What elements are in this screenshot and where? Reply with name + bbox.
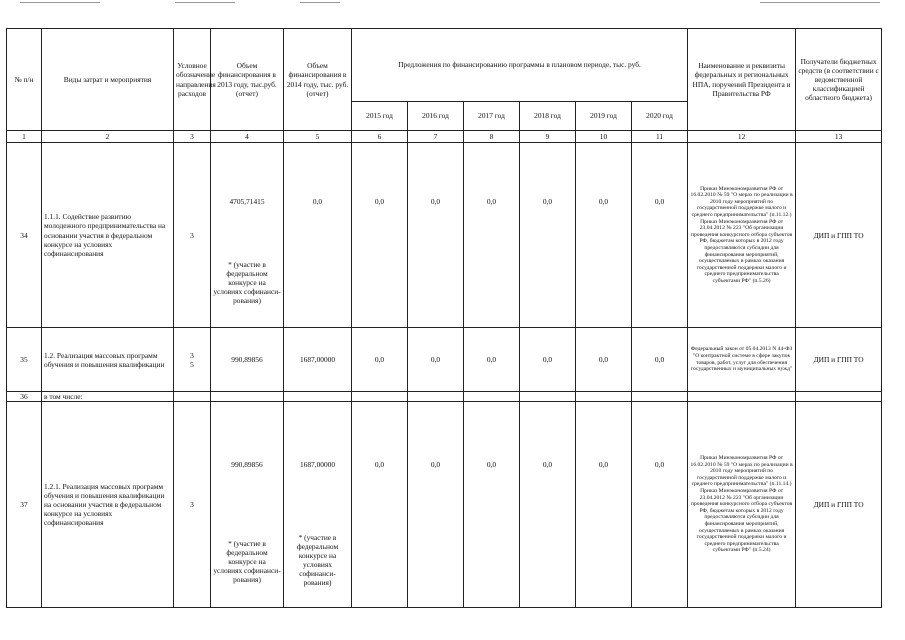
column-number: 13: [796, 131, 882, 143]
row-name: 1.2. Реализация массовых программ обучения и повышения квалификации: [42, 328, 174, 392]
row-volume-2013: 990,89856: [231, 460, 263, 470]
row-year-value: 0,0: [576, 402, 632, 608]
row-code: 3: [190, 350, 194, 360]
row-year-value: 0,0: [408, 402, 464, 608]
header-no: № п/н: [7, 29, 42, 131]
row-volume-2013-note: * (участие в федеральном конкурсе на условиях софинанси-рования): [213, 260, 281, 306]
row-year-value: 0,0: [576, 328, 632, 392]
row-volume-2014-note: * (участие в федеральном конкурсе на условиях софинанси-рования): [296, 533, 339, 588]
row-year-value: 0,0: [520, 143, 576, 328]
scan-edge-marks: [0, 0, 905, 8]
row-volume-2013-cell: [211, 143, 284, 328]
row-number: 36: [7, 392, 42, 402]
column-number: 2: [42, 131, 174, 143]
column-number: 9: [520, 131, 576, 143]
row-year-value: 0,0: [576, 143, 632, 328]
row-year-value: 0,0: [520, 402, 576, 608]
row-name: в том числе:: [42, 392, 174, 402]
row-year-value: 0,0: [520, 328, 576, 392]
row-recipient: ДИП и ГПП ТО: [796, 328, 882, 392]
column-number: 1: [7, 131, 42, 143]
header-year: 2016 год: [408, 102, 464, 131]
column-number: 10: [576, 131, 632, 143]
row-number: 37: [7, 402, 42, 608]
header-year: 2020 год: [632, 102, 688, 131]
header-proposals: Предложения по финансированию программы в плановом периоде, тыс. руб.: [352, 29, 688, 102]
header-condition-code: Условное обозначение направления расходов: [174, 29, 211, 131]
row-volume-2014: 1687,00000: [284, 328, 352, 392]
row-year-value: 0,0: [464, 328, 520, 392]
row-year-value: 0,0: [408, 328, 464, 392]
row-acts: Приказ Минэкономразвития РФ от 16.02.2010 № 59 "О мерах по реализации в 2010 году мероприятий по государственной поддержке малого и среднего предпринимательства" (п.11.14.) Приказ Минэкономразвития РФ от 23.04.2012 № 223 "Об организации проведения конкурсного отбора субъектов РФ, бюджетам которых в 2012 году предоставляются субсидии для финансирования мероприятий, осуществляемых в рамках оказания государственной поддержки малого и среднего предпринимательства субъектами РФ" (п.5.24): [688, 402, 796, 608]
row-year-value: 0,0: [352, 328, 408, 392]
row-volume-2013: 990,89856: [211, 328, 284, 392]
row-code: 5: [190, 359, 194, 369]
row-year-value: 0,0: [632, 328, 688, 392]
row-year-value: 0,0: [464, 402, 520, 608]
row-recipient: ДИП и ГПП ТО: [796, 143, 882, 328]
row-number: 35: [7, 328, 42, 392]
row-acts: Федеральный закон от 05.04.2013 N 44-ФЗ "О контрактной системе в сфере закупок товаров, работ, услуг для обеспечения государственных и муниципальных нужд": [688, 328, 796, 392]
row-code-cell: [174, 328, 211, 392]
row-year-value: 0,0: [464, 143, 520, 328]
row-code: 3: [174, 143, 211, 328]
row-recipient: ДИП и ГПП ТО: [796, 402, 882, 608]
table-row: [7, 143, 882, 328]
row-volume-2013: 4705,71415: [229, 197, 265, 207]
column-number: 6: [352, 131, 408, 143]
row-number: 34: [7, 143, 42, 328]
column-number: 3: [174, 131, 211, 143]
row-name: 1.1.1. Содействие развитию молодежного предпринимательства на основании участия в федеральном конкурсе на условиях софинансирования: [42, 143, 174, 328]
table-header-row: [7, 29, 882, 102]
column-number: 4: [211, 131, 284, 143]
column-number: 7: [408, 131, 464, 143]
row-acts: Приказ Минэкономразвития РФ от 16.02.2010 № 59 "О мерах по реализации в 2010 году мероприятий по государственной поддержке малого и среднего предпринимательства" (п.11.12.) Приказ Минэкономразвития РФ от 23.04.2012 № 223 "Об организации проведения конкурсного отбора субъектов РФ, бюджетам которых в 2012 году предоставляются субсидии для финансирования мероприятий, осуществляемых в рамках оказания государственной поддержки малого и среднего предпринимательства субъектами РФ" (п.5.26): [688, 143, 796, 328]
row-name: 1.2.1. Реализация массовых программ обучения и повышения квалификации на основании участия в федеральном конкурсе на условиях софинансирования: [42, 402, 174, 608]
row-code: 3: [174, 402, 211, 608]
header-volume-2014: Объем финансирования в 2014 году, тыс. руб. (отчет): [284, 29, 352, 131]
column-numbers-row: [7, 131, 882, 143]
row-year-value: 0,0: [352, 143, 408, 328]
row-year-value: 0,0: [352, 402, 408, 608]
row-volume-2014: 1687,00000: [299, 460, 336, 470]
header-year: 2015 год: [352, 102, 408, 131]
header-recipients: Получатели бюджетных средств (в соответствии с ведомственной классификацией областного бюджета): [796, 29, 882, 131]
table-row: [7, 392, 882, 402]
table-row: [7, 402, 882, 608]
column-number: 8: [464, 131, 520, 143]
header-volume-2013: Объем финансирования в 2013 году, тыс.руб. (отчет): [211, 29, 284, 131]
row-year-value: 0,0: [408, 143, 464, 328]
column-number: 5: [284, 131, 352, 143]
header-acts: Наименование и реквизиты федеральных и региональных НПА, поручений Президента и Правительства РФ: [688, 29, 796, 131]
header-year: 2018 год: [520, 102, 576, 131]
row-year-value: 0,0: [632, 143, 688, 328]
header-year: 2019 год: [576, 102, 632, 131]
row-year-value: 0,0: [632, 402, 688, 608]
column-number: 12: [688, 131, 796, 143]
row-volume-2014-cell: [284, 402, 352, 608]
table-row: [7, 328, 882, 392]
financing-table: [6, 28, 882, 608]
column-number: 11: [632, 131, 688, 143]
header-expense-types: Виды затрат и мероприятия: [42, 29, 174, 131]
row-volume-2013-note: * (участие в федеральном конкурсе на условиях софинанси-рования): [213, 539, 281, 585]
row-volume-2013-cell: [211, 402, 284, 608]
header-year: 2017 год: [464, 102, 520, 131]
row-volume-2014: 0,0: [284, 143, 352, 328]
